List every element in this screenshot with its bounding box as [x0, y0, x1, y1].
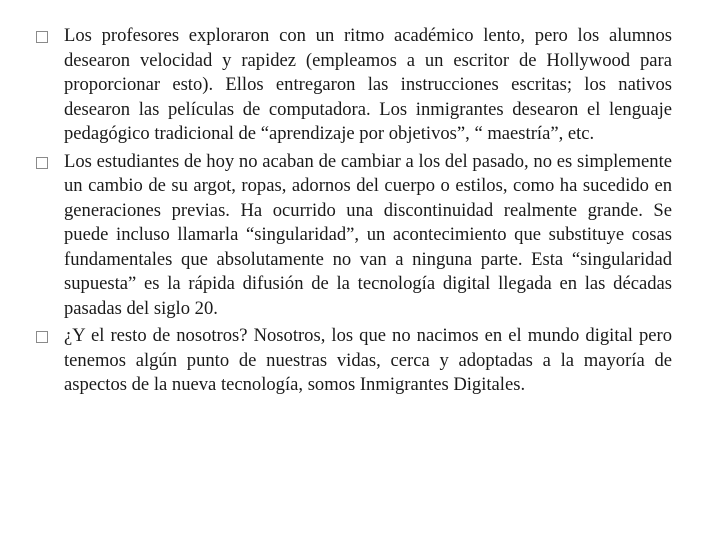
square-bullet-icon: [36, 157, 48, 169]
bullet-item: [36, 24, 672, 147]
square-bullet-icon: [36, 331, 48, 343]
bullet-text: Los estudiantes de hoy no acaban de cambiar a los del pasado, no es simplemente un cambio de su argot, ropas, adornos del cuerpo o estilos, como ha sucedido en generaciones previas. Ha ocurrido una discontinuidad realmente grande. Se puede incluso llamarla “singularidad”, un acontecimiento que substituye cosas fundamentales que absolutamente no van a ninguna parte. Esta “singularidad supuesta” es la rápida difusión de la tecnología digital llegada en las décadas pasadas del siglo 20.: [64, 150, 672, 319]
bullet-list: [36, 24, 672, 398]
square-bullet-icon: [36, 31, 48, 43]
slide-content: [36, 24, 672, 401]
bullet-item: [36, 150, 672, 322]
bullet-item: [36, 324, 672, 398]
bullet-text: Los profesores exploraron con un ritmo académico lento, pero los alumnos desearon velocidad y rapidez (empleamos a un escritor de Hollywood para proporcionar esto). Ellos entregaron las instrucciones escritas; los nativos desearon las películas de computadora. Los inmigrantes desearon el lenguaje pedagógico tradicional de “aprendizaje por objetivos”, “ maestría”, etc.: [64, 25, 672, 144]
bullet-text: ¿Y el resto de nosotros? Nosotros, los que no nacimos en el mundo digital pero tenemos algún punto de nuestras vidas, cerca y adoptadas a la mayoría de aspectos de la nueva tecnología, somos Inmigrantes Digitales.: [64, 325, 672, 395]
